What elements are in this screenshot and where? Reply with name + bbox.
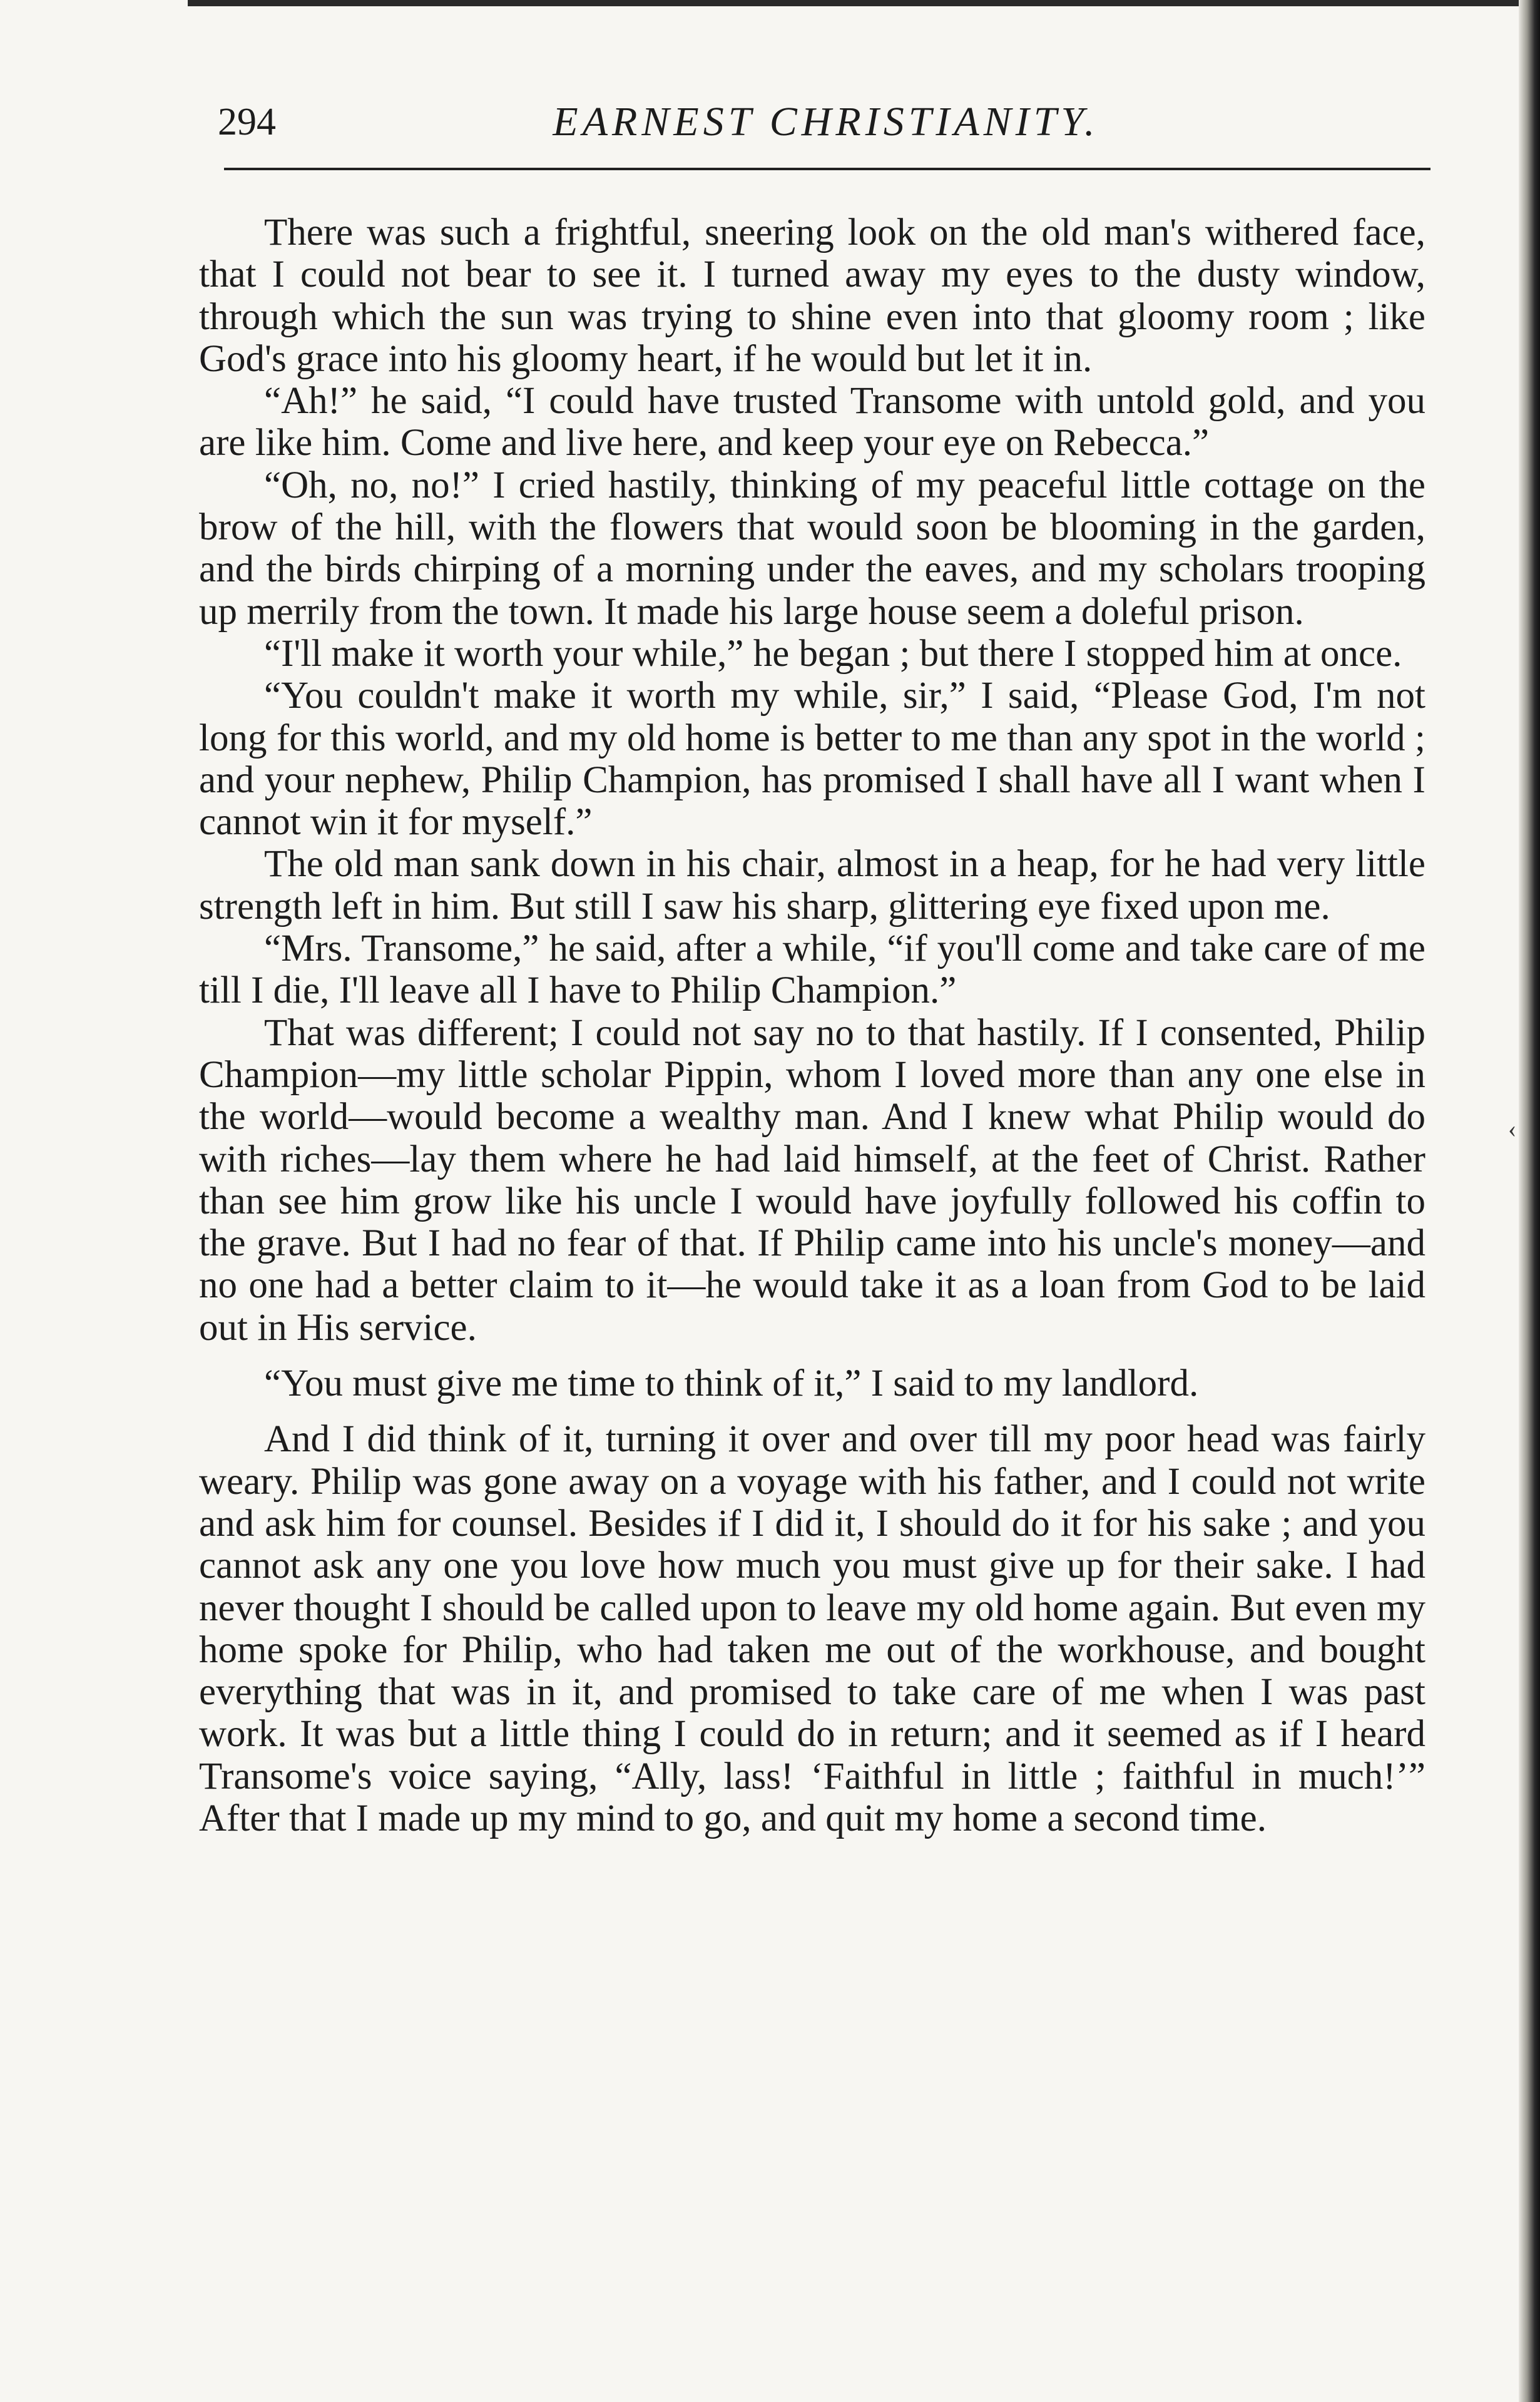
paragraph: “You must give me time to think of it,” I said to my landlord. [264,1362,1199,1405]
paragraph: That was different; I could not say no to that hastily. If I consented, Philip Champion—my little scholar Pippin, whom I loved more than any one else in the world—would become a wealthy man. And I knew what Philip would do with riches—lay them where he had laid himself, at the feet of Christ. Rather than see him grow like his uncle I would have joyfully followed his coffin to the grave. But I had no fear of that. If Philip came into his uncle's money—and no one had a better claim to it—he would take it as a loan from God to be laid out in His service. [199,1011,1425,1349]
paragraph: “Ah!” he said, “I could have trusted Transome with untold gold, and you are like him. Come and live here, and keep your eye on Rebecca.” [199,380,1425,464]
scan-top-border [188,0,1540,6]
paragraph: “Mrs. Transome,” he said, after a while, “if you'll come and take care of me till I die, I'll leave all I have to Philip Champion.” [199,928,1425,1012]
page-header [213,94,1439,150]
paragraph: The old man sank down in his chair, almost in a heap, for he had very little strength left in him. But still I saw his sharp, glittering eye fixed upon me. [199,843,1425,928]
paragraph: “You couldn't make it worth my while, sir,” I said, “Please God, I'm not long for this world, and my old home is better to me than any spot in the world ; and your nephew, Philip Champion, has promised I shall have all I want when I cannot win it for myself.” [199,675,1425,844]
body-text [199,212,1425,1839]
paragraph: “I'll make it worth your while,” he began ; but there I stopped him at once. [264,632,1402,675]
paragraph: And I did think of it, turning it over and over till my poor head was fairly weary. Philip was gone away on a voyage with his father, and I could not write and ask him for counsel. Besides if I did it, I should do it for his sake ; and you cannot ask any one you love how much you must give up for their sake. I had never thought I should be called upon to leave my old home again. But even my home spoke for Philip, who had taken me out of the workhouse, and bought everything that was in it, and promised to take care of me when I was past work. It was but a little thing I could do in return; and it seemed as if I heard Transome's voice saying, “Ally, lass! ‘Faithful in little ; faithful in much!’” After that I made up my mind to go, and quit my home a second time. [199,1418,1425,1839]
margin-mark: ‹ [1508,1115,1517,1143]
running-head: EARNEST CHRISTIANITY. [553,99,1099,145]
paragraph: “Oh, no, no!” I cried hastily, thinking of my peaceful little cottage on the brow of the hill, with the flowers that would soon be blooming in the garden, and the birds chirping of a morning under the eaves, and my scholars trooping up merrily from the town. It made his large house seem a doleful prison. [199,464,1425,633]
page-number: 294 [218,101,276,143]
scan-right-edge [1519,0,1540,2402]
paragraph: There was such a frightful, sneering look on the old man's withered face, that I could not bear to see it. I turned away my eyes to the dusty window, through which the sun was trying to shine even into that gloomy room ; like God's grace into his gloomy heart, if he would but let it in. [199,212,1425,380]
header-rule [224,168,1430,170]
